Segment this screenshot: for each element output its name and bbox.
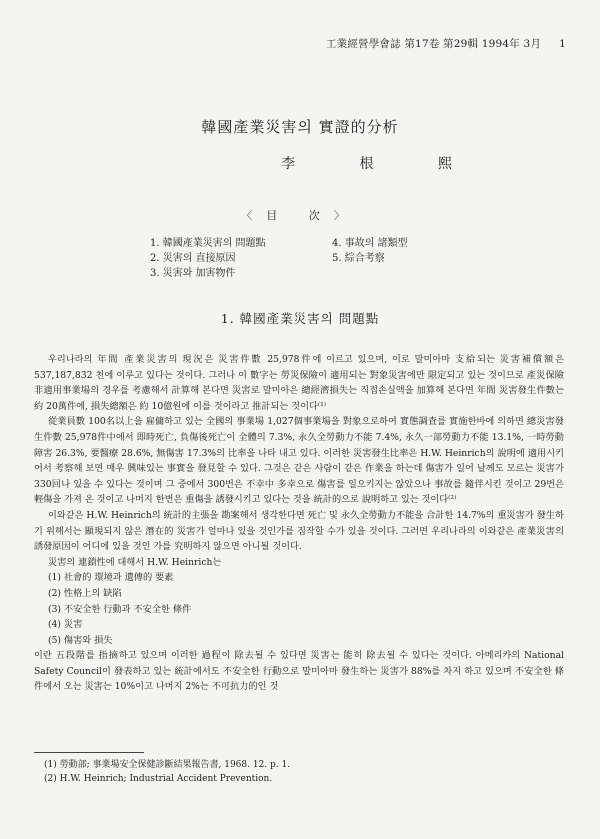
- running-head: [266, 36, 566, 51]
- toc-item: 5. 綜合考察: [332, 253, 385, 264]
- list-item: (2) 性格上의 缺陷: [48, 587, 122, 599]
- author-name: 李 根 熙: [281, 156, 482, 172]
- toc-left-column: [150, 236, 266, 281]
- section-heading: 1. 韓國產業災害의 問題點: [220, 311, 380, 326]
- toc-item: 4. 事故의 諸類型: [332, 238, 408, 249]
- paper-title: 韓國產業災害의 實證的分析: [201, 118, 399, 136]
- paragraph: 우리나라의 年間 產業災害의 現況은 災害件數 25,978件에 이르고 있으며, 이로 말미아마 支給되는 災害補償額은 537,187,832 천에 이루고 있다는 것이다. 그러나 이 數字는 勞災保險이 適用되는 對象災害에만 限定되고 있는 것이므로 產災保險非適用事業場의 경우를 考慮해서 計算해 본다면 災害로 말미아은 總經濟損失는 직접손실액을 加算해 본다면 年間 災害發生件數는 約 20萬件에, 損失總額은 約 10億원에 이를 것이라고 推計되는 것이다⁽¹⁾: [34, 354, 564, 412]
- footnote-divider: [34, 752, 144, 753]
- page-number: 1: [559, 38, 566, 50]
- list-item: (5) 傷害와 損失: [48, 634, 113, 646]
- toc-right-column: [332, 236, 408, 266]
- toc-item: 1. 韓國產業災害의 問題點: [150, 238, 266, 249]
- paragraph: 이와같은 H.W. Heinrich의 統計的主張을 勘案해서 생각한다면 死亡 및 永久全勞動力不能을 合計한 14.7%의 重災害가 發生하기 위해서는 顯現되지 않은 潛在的 災害가 얼마나 있을 것인가를 짐작할 수가 있을 것이다. 그러면 우리나라의 이와같은 產業災害의 誘發原因이 어디에 있을 것인 가를 究明하지 않으면 아니될 것이다.: [34, 509, 564, 553]
- list-item: (3) 不安全한 行動과 不安全한 條件: [48, 603, 192, 615]
- paragraph: 從業員數 100名以上을 雇傭하고 있는 全國의 事業場 1,027個事業場을 對象으로하여 實態調査를 實施한바에 의하면 總災害發生件數 25,978件中에서 即時死亡, 負傷後死亡이 全體의 7.3%, 永久全勞動力不能 7.4%, 永久一部勞動力不能 13.1%, 一時勞動障害 26.3%, 要醫療 28.6%, 無傷害 17.3%의 比率을 나타 내고 있다. 이러한 災害發生比率은 H.W. Heinrich의 說明에 適用시키어서 考察해 보면 매우 興味있는 事實을 發見할 수 있다. 그것은 같은 사람이 같은 作業을 하는데 傷害가 일어 날께도 모르는 災害가 330回나 있을 수 있다는 것이며 그 중에서 300번은 不幸中 多幸으로 傷害를 일으키지는 않았으나 事故를 隨伴시킨 것이고 29번은 輕傷을 가져 온 것이고 나머지 한번은 重傷을 誘發시키고 있다는 것을 統計的으로 說明하고 있는 것이다⁽²⁾: [34, 416, 564, 506]
- toc-item: 3. 災害와 加害物件: [150, 268, 236, 279]
- paragraph: 災害의 連鎖性에 대해서 H.W. Heinrich는: [48, 556, 222, 568]
- footnote: (2) H.W. Heinrich; Industrial Accident Prevention.: [44, 774, 273, 784]
- paragraph: 이란 五段階를 指摘하고 있으며 이러한 過程이 除去될 수 있다면 災害는 能히 除去될 수 있다는 것이다. 아메리카의 National Safety Council이 發表하고 있는 統計에서도 不安全한 行動으로 말미아마 發生하는 災害가 88%를 차지 하고 있으며 不安全한 條件에서 오는 災害는 10%이고 나머지 2%는 不可抗力的인 것: [34, 650, 564, 693]
- body-text: [34, 352, 564, 695]
- toc-item: 2. 災害의 直接原因: [150, 253, 236, 264]
- toc-heading: 〈目 次〉: [241, 209, 359, 222]
- footnote: (1) 勞動部; 事業場安全保健診斷結果報告書, 1968. 12. p. 1.: [44, 760, 291, 770]
- journal-citation: 工業經營學會誌 第17卷 第29輯 1994年 3月: [325, 38, 542, 50]
- list-item: (1) 社會的 環境과 遺傳的 要素: [48, 572, 174, 584]
- footnotes: [44, 758, 564, 786]
- list-item: (4) 災害: [48, 619, 83, 631]
